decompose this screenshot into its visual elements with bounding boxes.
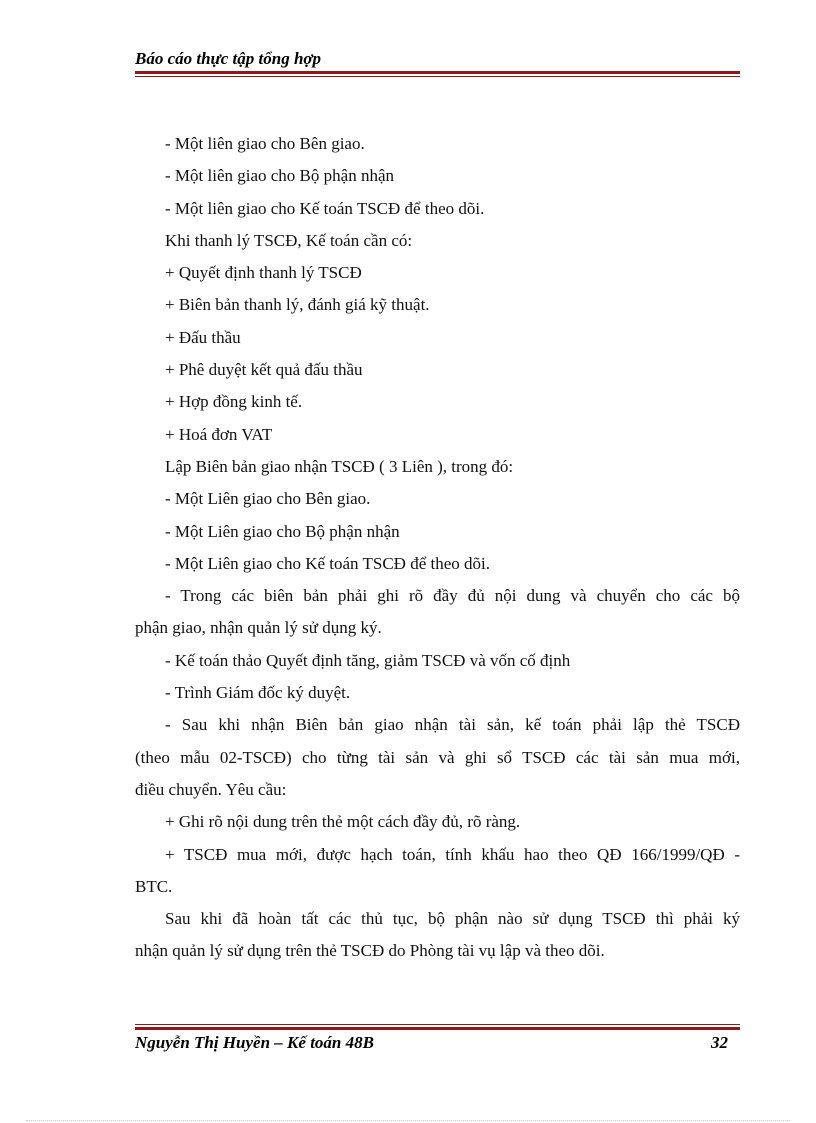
footer-rule-thin — [135, 1024, 740, 1025]
text-line: + Hợp đồng kinh tế. — [165, 392, 303, 412]
text-line: phận giao, nhận quản lý sử dụng ký. — [135, 618, 382, 638]
text-line: - Trong các biên bản phải ghi rõ đầy đủ nội dung và chuyển cho các bộ — [165, 586, 740, 606]
text-line: Sau khi đã hoàn tất các thủ tục, bộ phận nào sử dụng TSCĐ thì phải ký — [165, 909, 740, 929]
text-line: điều chuyển. Yêu cầu: — [135, 779, 287, 799]
text-line: - Một liên giao cho Bộ phận nhận — [165, 166, 394, 186]
text-line: + Ghi rõ nội dung trên thẻ một cách đầy đủ, rõ ràng. — [165, 812, 521, 832]
text-line: - Một liên giao cho Kế toán TSCĐ để theo dõi. — [165, 198, 485, 218]
text-line: - Sau khi nhận Biên bản giao nhận tài sản, kế toán phải lập thẻ TSCĐ — [165, 715, 740, 735]
text-line: - Một liên giao cho Bên giao. — [165, 134, 365, 153]
page-edge-dotted-line — [26, 1120, 790, 1121]
text-line: + Biên bản thanh lý, đánh giá kỹ thuật. — [165, 295, 430, 315]
text-line: + Hoá đơn VAT — [165, 424, 273, 444]
body-text — [135, 128, 740, 968]
header-title: Báo cáo thực tập tổng hợp — [135, 49, 322, 68]
text-line: Lập Biên bản giao nhận TSCĐ ( 3 Liên ), trong đó: — [165, 456, 514, 476]
text-line: nhận quản lý sử dụng trên thẻ TSCĐ do Phòng tài vụ lập và theo dõi. — [135, 941, 605, 961]
text-line: Khi thanh lý TSCĐ, Kế toán cần có: — [165, 230, 413, 250]
text-line: + Đấu thầu — [165, 327, 241, 347]
header-rule-thick — [135, 71, 740, 74]
text-line: BTC. — [135, 876, 173, 896]
footer-author: Nguyễn Thị Huyền – Kế toán 48B — [135, 1033, 374, 1052]
text-line: - Kế toán thảo Quyết định tăng, giảm TSCĐ và vốn cố định — [165, 650, 571, 670]
text-line: + Phê duyệt kết quả đấu thầu — [165, 360, 363, 380]
text-line: - Một Liên giao cho Bộ phận nhận — [165, 521, 400, 541]
text-line: - Một Liên giao cho Bên giao. — [165, 489, 371, 509]
page-number: 32 — [711, 1033, 728, 1052]
text-line: - Trình Giám đốc ký duyệt. — [165, 683, 351, 703]
text-line: - Một Liên giao cho Kế toán TSCĐ để theo dõi. — [165, 553, 490, 573]
footer-rule-thick — [135, 1027, 740, 1030]
text-line: + TSCĐ mua mới, được hạch toán, tính khấu hao theo QĐ 166/1999/QĐ - — [165, 844, 740, 864]
header-rule-thin — [135, 76, 740, 77]
text-line: (theo mẫu 02-TSCĐ) cho từng tài sản và ghi sổ TSCĐ các tài sản mua mới, — [135, 747, 740, 767]
text-line: + Quyết định thanh lý TSCĐ — [165, 263, 362, 283]
